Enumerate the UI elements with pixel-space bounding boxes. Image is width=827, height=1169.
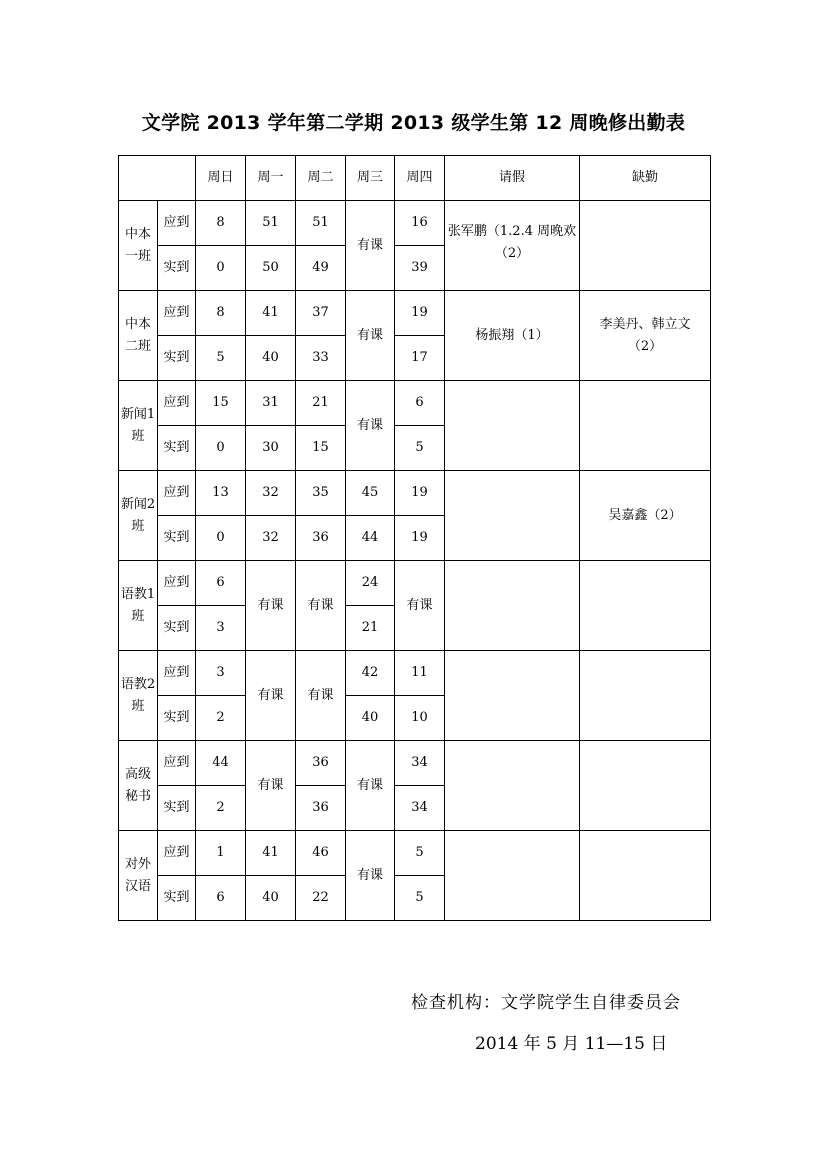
- cell-tuesday: 35: [296, 471, 346, 516]
- leave-cell: [445, 831, 580, 921]
- table-row: [119, 561, 711, 606]
- cell-wednesday: 40: [346, 696, 395, 741]
- cell-sunday: 6: [196, 876, 246, 921]
- cell-sunday: 13: [196, 471, 246, 516]
- cell-tuesday: 49: [296, 246, 346, 291]
- cell-has-class: 有课: [296, 561, 346, 651]
- absence-cell: 李美丹、韩立文（2）: [580, 291, 711, 381]
- header-monday: 周一: [246, 156, 296, 201]
- leave-cell: 张军鹏（1.2.4 周晚欢（2）: [445, 201, 580, 291]
- expected-label: 应到: [158, 561, 196, 606]
- expected-label: 应到: [158, 831, 196, 876]
- cell-has-class: 有课: [395, 561, 445, 651]
- date-range: 2014 年 5 月 11—15 日: [475, 1034, 668, 1054]
- cell-has-class: 有课: [246, 561, 296, 651]
- cell-thursday: 11: [395, 651, 445, 696]
- attendance-table: [118, 155, 711, 921]
- class-name: 语教2班: [119, 651, 158, 741]
- cell-monday: 41: [246, 291, 296, 336]
- class-name: 新闻1班: [119, 381, 158, 471]
- header-thursday: 周四: [395, 156, 445, 201]
- absence-cell: 吴嘉鑫（2）: [580, 471, 711, 561]
- absence-cell: [580, 561, 711, 651]
- actual-label: 实到: [158, 246, 196, 291]
- leave-cell: [445, 561, 580, 651]
- cell-wednesday: 45: [346, 471, 395, 516]
- class-name: 中本一班: [119, 201, 158, 291]
- class-name: 高级秘书: [119, 741, 158, 831]
- absence-cell: [580, 381, 711, 471]
- cell-tuesday: 36: [296, 516, 346, 561]
- cell-sunday: 2: [196, 786, 246, 831]
- cell-has-class: 有课: [296, 651, 346, 741]
- class-name: 语教1班: [119, 561, 158, 651]
- cell-tuesday: 46: [296, 831, 346, 876]
- absence-cell: [580, 651, 711, 741]
- cell-monday: 51: [246, 201, 296, 246]
- table-row: [119, 831, 711, 876]
- cell-sunday: 5: [196, 336, 246, 381]
- cell-wednesday: 24: [346, 561, 395, 606]
- cell-has-class: 有课: [346, 201, 395, 291]
- table-row: [119, 741, 711, 786]
- leave-cell: [445, 381, 580, 471]
- actual-label: 实到: [158, 516, 196, 561]
- cell-sunday: 0: [196, 426, 246, 471]
- cell-thursday: 16: [395, 201, 445, 246]
- cell-sunday: 3: [196, 606, 246, 651]
- table-row: [119, 651, 711, 696]
- cell-sunday: 15: [196, 381, 246, 426]
- cell-monday: 50: [246, 246, 296, 291]
- cell-monday: 40: [246, 876, 296, 921]
- cell-sunday: 0: [196, 246, 246, 291]
- cell-tuesday: 15: [296, 426, 346, 471]
- expected-label: 应到: [158, 291, 196, 336]
- cell-wednesday: 42: [346, 651, 395, 696]
- cell-has-class: 有课: [346, 831, 395, 921]
- header-row: [119, 156, 711, 201]
- cell-thursday: 19: [395, 471, 445, 516]
- header-leave: 请假: [445, 156, 580, 201]
- cell-sunday: 3: [196, 651, 246, 696]
- cell-sunday: 44: [196, 741, 246, 786]
- expected-label: 应到: [158, 651, 196, 696]
- cell-tuesday: 51: [296, 201, 346, 246]
- page-title: 文学院 2013 学年第二学期 2013 级学生第 12 周晚修出勤表: [141, 112, 686, 134]
- expected-label: 应到: [158, 201, 196, 246]
- cell-sunday: 1: [196, 831, 246, 876]
- class-name: 对外汉语: [119, 831, 158, 921]
- cell-thursday: 5: [395, 426, 445, 471]
- header-wednesday: 周三: [346, 156, 395, 201]
- cell-tuesday: 36: [296, 741, 346, 786]
- header-corner: [119, 156, 196, 201]
- cell-sunday: 8: [196, 291, 246, 336]
- inspector-line: 检查机构：文学院学生自律委员会: [411, 993, 681, 1013]
- cell-sunday: 0: [196, 516, 246, 561]
- leave-cell: 杨振翔（1）: [445, 291, 580, 381]
- cell-monday: 32: [246, 516, 296, 561]
- cell-has-class: 有课: [346, 381, 395, 471]
- table-row: [119, 291, 711, 336]
- actual-label: 实到: [158, 336, 196, 381]
- absence-cell: [580, 741, 711, 831]
- cell-has-class: 有课: [346, 291, 395, 381]
- table-row: [119, 201, 711, 246]
- actual-label: 实到: [158, 696, 196, 741]
- cell-thursday: 10: [395, 696, 445, 741]
- cell-thursday: 19: [395, 291, 445, 336]
- cell-thursday: 34: [395, 786, 445, 831]
- cell-thursday: 19: [395, 516, 445, 561]
- cell-thursday: 5: [395, 831, 445, 876]
- cell-tuesday: 21: [296, 381, 346, 426]
- cell-thursday: 39: [395, 246, 445, 291]
- cell-tuesday: 33: [296, 336, 346, 381]
- expected-label: 应到: [158, 741, 196, 786]
- table-row: [119, 471, 711, 516]
- cell-sunday: 6: [196, 561, 246, 606]
- leave-cell: [445, 741, 580, 831]
- cell-monday: 41: [246, 831, 296, 876]
- cell-tuesday: 22: [296, 876, 346, 921]
- cell-wednesday: 21: [346, 606, 395, 651]
- cell-tuesday: 37: [296, 291, 346, 336]
- actual-label: 实到: [158, 426, 196, 471]
- cell-has-class: 有课: [346, 741, 395, 831]
- expected-label: 应到: [158, 381, 196, 426]
- absence-cell: [580, 201, 711, 291]
- class-name: 新闻2班: [119, 471, 158, 561]
- cell-monday: 30: [246, 426, 296, 471]
- leave-cell: [445, 651, 580, 741]
- cell-has-class: 有课: [246, 741, 296, 831]
- cell-tuesday: 36: [296, 786, 346, 831]
- actual-label: 实到: [158, 606, 196, 651]
- cell-has-class: 有课: [246, 651, 296, 741]
- cell-thursday: 34: [395, 741, 445, 786]
- cell-monday: 31: [246, 381, 296, 426]
- header-sunday: 周日: [196, 156, 246, 201]
- cell-thursday: 5: [395, 876, 445, 921]
- cell-sunday: 8: [196, 201, 246, 246]
- leave-cell: [445, 471, 580, 561]
- cell-thursday: 17: [395, 336, 445, 381]
- absence-cell: [580, 831, 711, 921]
- header-tuesday: 周二: [296, 156, 346, 201]
- actual-label: 实到: [158, 786, 196, 831]
- class-name: 中本二班: [119, 291, 158, 381]
- table-row: [119, 381, 711, 426]
- cell-monday: 32: [246, 471, 296, 516]
- header-absence: 缺勤: [580, 156, 711, 201]
- cell-monday: 40: [246, 336, 296, 381]
- cell-thursday: 6: [395, 381, 445, 426]
- actual-label: 实到: [158, 876, 196, 921]
- cell-sunday: 2: [196, 696, 246, 741]
- expected-label: 应到: [158, 471, 196, 516]
- cell-wednesday: 44: [346, 516, 395, 561]
